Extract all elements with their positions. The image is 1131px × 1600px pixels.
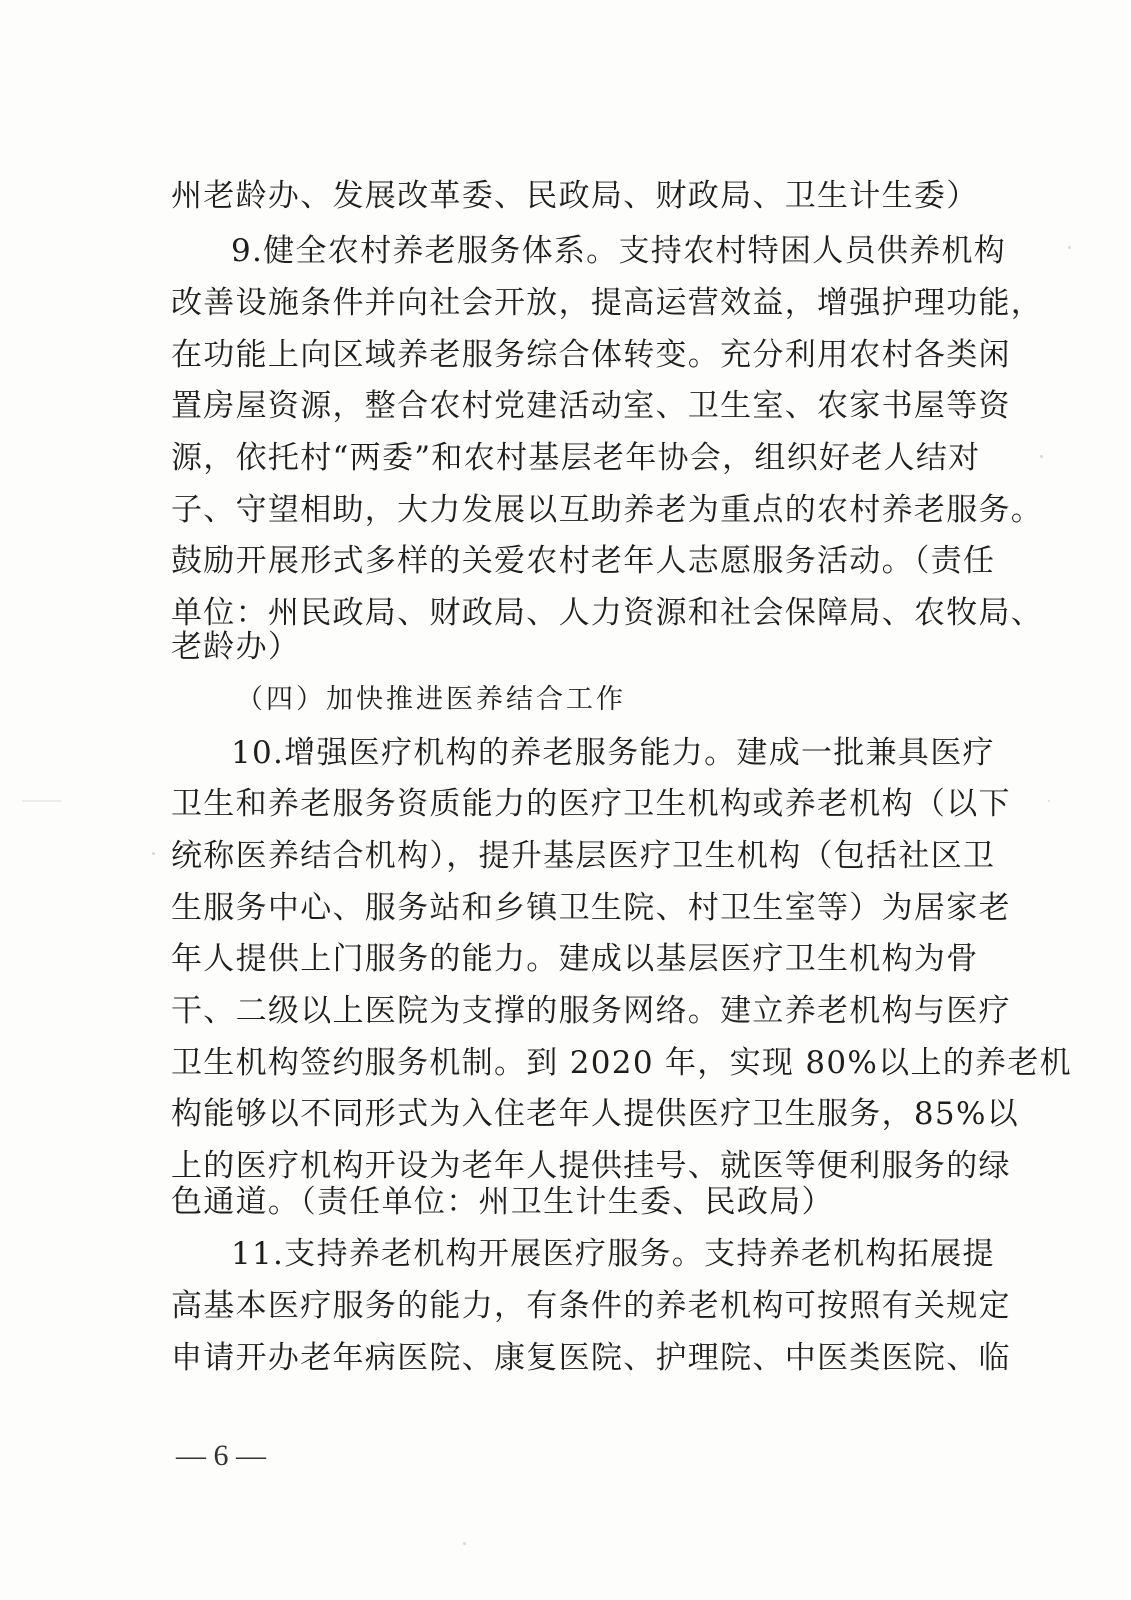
scan-speck: [1048, 800, 1050, 802]
text-line-7: 子、守望相助，大力发展以互助养老为重点的农村养老服务。: [171, 492, 1044, 528]
text-line-20: 上的医疗机构开设为老年人提供挂号、就医等便利服务的绿: [171, 1148, 1011, 1184]
text-line-9: 单位：州民政局、财政局、人力资源和社会保障局、农牧局、: [171, 595, 1044, 631]
text-line-8: 鼓励开展形式多样的关爱农村老年人志愿服务活动。（责任: [171, 543, 996, 579]
text-line-22: 11.支持养老机构开展医疗服务。支持养老机构拓展提: [231, 1236, 995, 1272]
text-line-1: 州老龄办、发展改革委、民政局、财政局、卫生计生委）: [171, 178, 979, 214]
text-line-10: 老龄办）: [171, 629, 301, 665]
scan-speck: [1040, 455, 1043, 458]
text-line-21: 色通道。（责任单位：州卫生计生委、民政局）: [171, 1184, 834, 1220]
text-line-12: 10.增强医疗机构的养老服务能力。建成一批兼具医疗: [231, 735, 995, 771]
scan-speck: [463, 1542, 466, 1545]
text-line-5: 置房屋资源，整合农村党建活动室、卫生室、农家书屋等资: [171, 388, 1011, 424]
scan-speck: [152, 852, 155, 855]
text-line-2: 9.健全农村养老服务体系。支持农村特困人员供养机构: [231, 233, 1007, 269]
text-line-19: 构能够以不同形式为入住老年人提供医疗卫生服务，85%以: [171, 1096, 1019, 1132]
scan-mark: [22, 800, 62, 802]
text-line-13: 卫生和养老服务资质能力的医疗卫生机构或养老机构（以下: [171, 786, 1011, 822]
scan-speck: [1068, 246, 1071, 249]
text-line-15: 生服务中心、服务站和乡镇卫生院、村卫生室等）为居家老: [171, 890, 1011, 926]
page-number: — 6 —: [176, 1439, 266, 1472]
section-heading: （四）加快推进医养结合工作: [236, 684, 626, 715]
text-line-23: 高基本医疗服务的能力，有条件的养老机构可按照有关规定: [171, 1288, 1011, 1324]
text-line-3: 改善设施条件并向社会开放，提高运营效益，增强护理功能，: [171, 285, 1044, 321]
text-line-17: 干、二级以上医院为支撑的服务网络。建立养老机构与医疗: [171, 993, 1011, 1029]
text-line-18: 卫生机构签约服务机制。到 2020 年，实现 80%以上的养老机: [171, 1045, 1072, 1081]
text-line-6: 源，依托村“两委”和农村基层老年协会，组织好老人结对: [171, 440, 981, 476]
text-line-4: 在功能上向区域养老服务综合体转变。充分利用农村各类闲: [171, 337, 1011, 373]
text-line-14: 统称医养结合机构），提升基层医疗卫生机构（包括社区卫: [171, 838, 996, 874]
text-line-24: 申请开办老年病医院、康复医院、护理院、中医类医院、临: [171, 1340, 1011, 1376]
text-line-16: 年人提供上门服务的能力。建成以基层医疗卫生机构为骨: [171, 941, 979, 977]
